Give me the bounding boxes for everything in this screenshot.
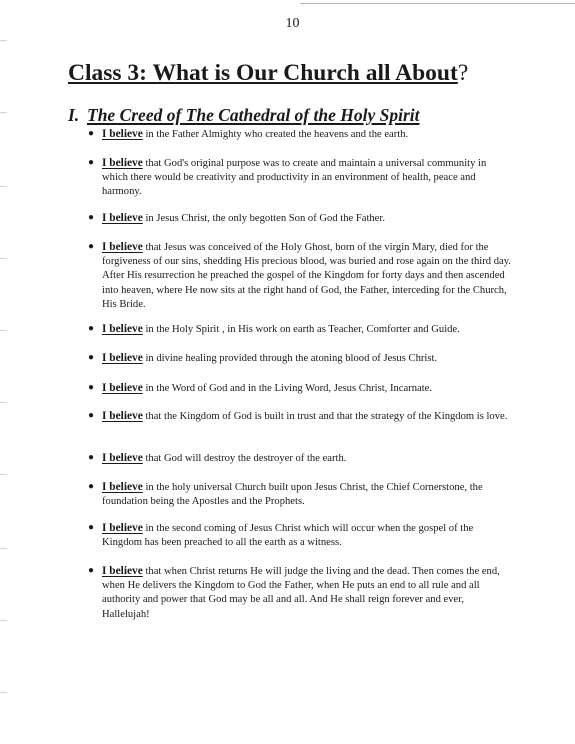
creed-item-text: in the holy universal Church built upon Jesus Christ, the Chief Cornerstone, the foundation being the Apostles and the Prophets. [102,482,483,508]
creed-lead: I believe [102,323,143,335]
creed-item [88,564,514,622]
creed-item [88,409,514,424]
creed-item-text: in divine healing provided through the atoning blood of Jesus Christ. [142,353,438,364]
creed-lead: I believe [102,565,143,577]
section-numeral: I. [68,105,80,125]
bullet-icon: ● [88,481,95,492]
margin-mark [0,620,7,621]
creed-item [88,451,514,466]
creed-item [88,480,514,509]
creed-lead: I believe [102,157,143,169]
creed-item-text: in the Word of God and in the Living Word, Jesus Christ, Incarnate. [142,383,432,394]
bullet-icon: ● [88,128,95,139]
page-title-question-mark: ? [457,60,469,86]
creed-item [88,240,514,312]
margin-mark [0,548,7,549]
bullet-icon: ● [88,452,95,463]
creed-item [88,521,514,550]
creed-item-text: in the Father Almighty who created the heavens and the earth. [142,129,409,140]
bullet-icon: ● [88,352,95,363]
bullet-icon: ● [88,410,95,421]
margin-mark [0,474,7,475]
bullet-icon: ● [88,323,95,334]
creed-item [88,381,514,396]
creed-lead: I believe [102,382,143,394]
page-title-text: Class 3: What is Our Church all About [68,60,458,86]
creed-item [88,322,514,337]
creed-lead: I believe [102,128,143,140]
bullet-icon: ● [88,212,95,223]
bullet-icon: ● [88,565,95,576]
page-edge [300,3,575,4]
section-heading [68,104,420,126]
creed-item-text: in the Holy Spirit , in His work on earth as Teacher, Comforter and Guide. [142,324,460,335]
margin-mark [0,112,7,113]
creed-item [88,351,514,366]
creed-item-text: that God will destroy the destroyer of the earth. [142,453,347,464]
page-title [68,58,468,88]
margin-mark [0,330,7,331]
creed-lead: I believe [102,481,143,493]
margin-mark [0,258,7,259]
creed-lead: I believe [102,452,143,464]
section-heading-text: The Creed of The Cathedral of the Holy Spirit [87,105,420,125]
bullet-icon: ● [88,241,95,252]
margin-mark [0,186,7,187]
creed-item-text: in Jesus Christ, the only begotten Son of God the Father. [142,213,385,224]
creed-lead: I believe [102,212,143,224]
creed-lead: I believe [102,352,143,364]
bullet-icon: ● [88,382,95,393]
margin-mark [0,40,7,41]
bullet-icon: ● [88,522,95,533]
page-number: 10 [285,16,300,31]
margin-mark [0,692,7,693]
creed-item [88,211,514,226]
bullet-icon: ● [88,157,95,168]
creed-lead: I believe [102,241,143,253]
creed-item-text: in the second coming of Jesus Christ which will occur when the gospel of the Kingdom has been preached to all the earth as a witness. [102,523,474,549]
creed-item-text: that Jesus was conceived of the Holy Ghost, born of the virgin Mary, died for the forgiveness of our sins, shedding His precious blood, was buried and rose again on the third day. After His resurrection he preached the gospel of the Kingdom for forty days and then ascended into heaven, where He now sits at the right hand of God, the Father, interceding for the Church, His Bride. [102,242,511,310]
creed-lead: I believe [102,410,143,422]
creed-item [88,156,514,200]
creed-item-text: that when Christ returns He will judge the living and the dead. Then comes the end, when He delivers the Kingdom to God the Father, when He puts an end to all rule and all authority and power that God may be all and all. And He shall reign forever and ever, Hallelujah! [102,566,500,620]
creed-item-text: that the Kingdom of God is built in trust and that the strategy of the Kingdom is love. [142,411,508,422]
creed-item [88,127,514,142]
creed-lead: I believe [102,522,143,534]
margin-mark [0,402,7,403]
creed-item-text: that God's original purpose was to create and maintain a universal community in which there would be creativity and productivity in an environment of health, peace and harmony. [102,158,487,198]
